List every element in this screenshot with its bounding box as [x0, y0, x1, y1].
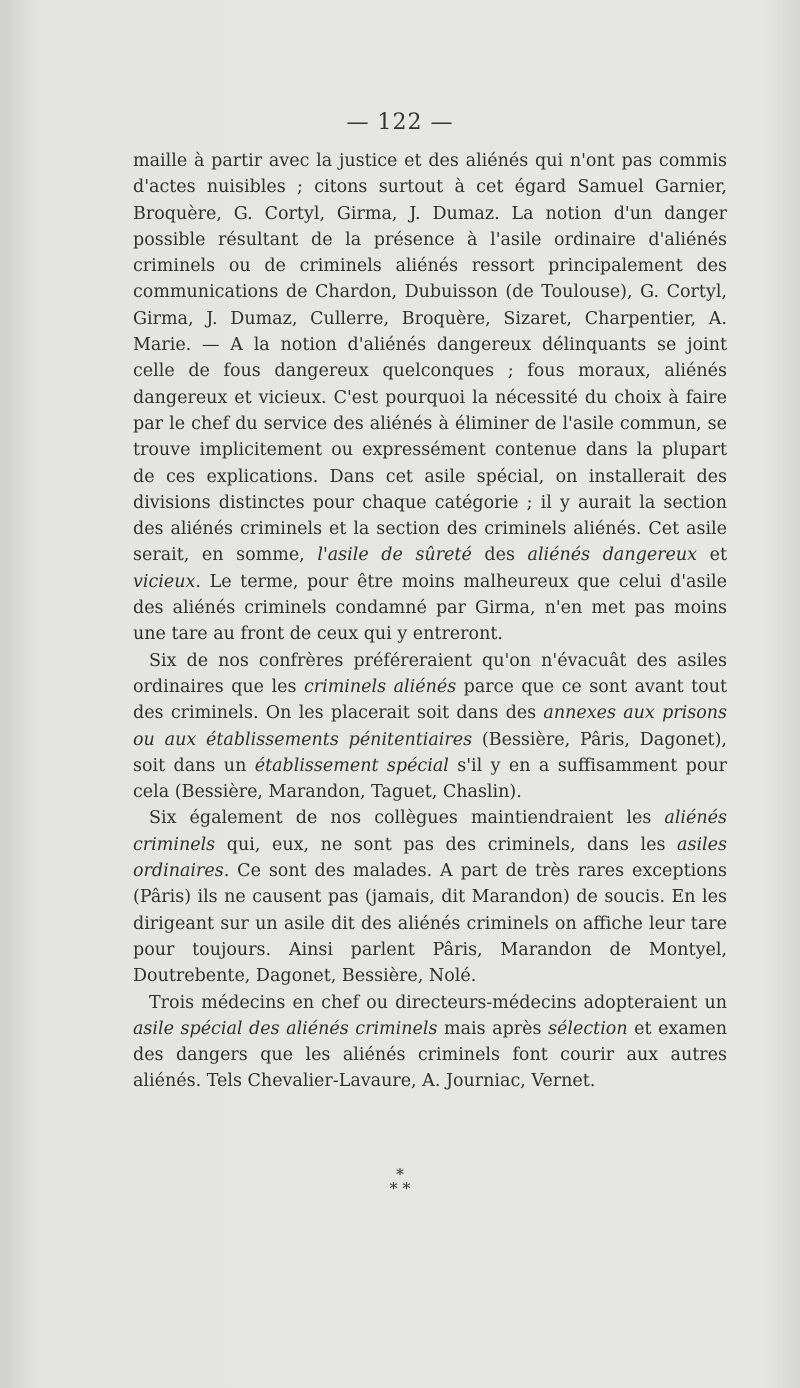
italic-run: aliénés criminels — [133, 808, 727, 855]
text-run: Six également de nos collègues maintiendraient les — [149, 808, 665, 829]
text-run: Six de nos confrères préféreraient qu'on n'évacuât des asiles ordinaires que les — [133, 650, 727, 697]
italic-run: l'asile de sûreté — [317, 545, 472, 566]
asterism-top: * — [396, 1165, 404, 1184]
body-text — [133, 148, 727, 1095]
italic-run: asiles ordinaires — [133, 834, 727, 882]
text-run: s'il y en a suffisamment pour cela (Bessière, Marandon, Taguet, Chaslin). — [133, 755, 727, 803]
italic-run: aliénés dangereux — [527, 545, 698, 566]
italic-run: asile spécial des aliénés criminels — [133, 1018, 438, 1039]
text-run: maille à partir avec la justice et des aliénés qui n'ont pas commis d'actes nuisibles ; citons surtout à cet égard Samuel Garnier, Broquère, G. Cortyl, Girma, J. Dumaz. La notion d'un danger possible résultant de la présence à l'asile ordinaire d'aliénés criminels ou de criminels aliénés ressort principalement des communications de Chardon, Dubuisson (de Toulouse), G. Cortyl, Girma, J. Dumaz, Cullerre, Broquère, Sizaret, Charpentier, A. Marie. — A la notion d'aliénés dangereux délinquants se joint celle de fous dangereux quelconques ; fous moraux, aliénés dangereux et vicieux. C'est pourquoi la nécessité du choix à faire par le chef du service des aliénés à éliminer de l'asile commun, se trouve implicitement ou expressément contenue dans la plupart de ces explications. Dans cet asile spécial, on installerait des divisions distinctes pour chaque catégorie ; il y aurait la section des aliénés criminels et la section des criminels aliénés. Cet asile serait, en somme, — [133, 151, 727, 566]
text-run: (Bessière, Pâris, Dagonet), soit dans un — [133, 729, 727, 776]
paragraph-4 — [133, 990, 727, 1095]
asterism-separator — [0, 1165, 800, 1198]
italic-run: vicieux — [133, 571, 196, 592]
text-run: parce que ce sont avant tout des criminels. On les placerait soit dans des — [133, 676, 727, 724]
asterism-bottom: * * — [389, 1179, 411, 1198]
paragraph-1 — [133, 148, 727, 648]
italic-run: annexes aux prisons ou aux établissements pénitentiaires — [133, 703, 727, 750]
text-run: et — [697, 545, 728, 566]
text-run: Trois médecins en chef ou directeurs-médecins adopteraient un — [149, 992, 727, 1013]
italic-run: établissement spécial — [254, 755, 449, 776]
text-run: mais après — [437, 1018, 549, 1039]
text-run: qui, eux, ne sont pas des criminels, dans les — [215, 834, 678, 855]
paragraph-2 — [133, 648, 727, 806]
text-run: et examen des dangers que les aliénés criminels font courir aux autres aliénés. Tels Chevalier-Lavaure, A. Journiac, Vernet. — [133, 1018, 727, 1092]
text-run: . Ce sont des malades. A part de très rares exceptions (Pâris) ils ne causent pas (jamais, dit Marandon) de soucis. En les dirigeant sur un asile dit des aliénés criminels on affiche leur tare pour toujours. Ainsi parlent Pâris, Marandon de Montyel, Doutrebente, Dagonet, Bessière, Nolé. — [133, 861, 727, 987]
italic-run: criminels aliénés — [303, 676, 457, 697]
page-number: — 122 — — [346, 110, 454, 135]
text-run: . Le terme, pour être moins malheureux que celui d'asile des aliénés criminels condamné par Girma, n'en met pas moins une tare au front de ceux qui y entreront. — [133, 571, 727, 645]
italic-run: sélection — [548, 1018, 628, 1039]
paragraph-3 — [133, 805, 727, 989]
text-run: des — [471, 545, 528, 566]
